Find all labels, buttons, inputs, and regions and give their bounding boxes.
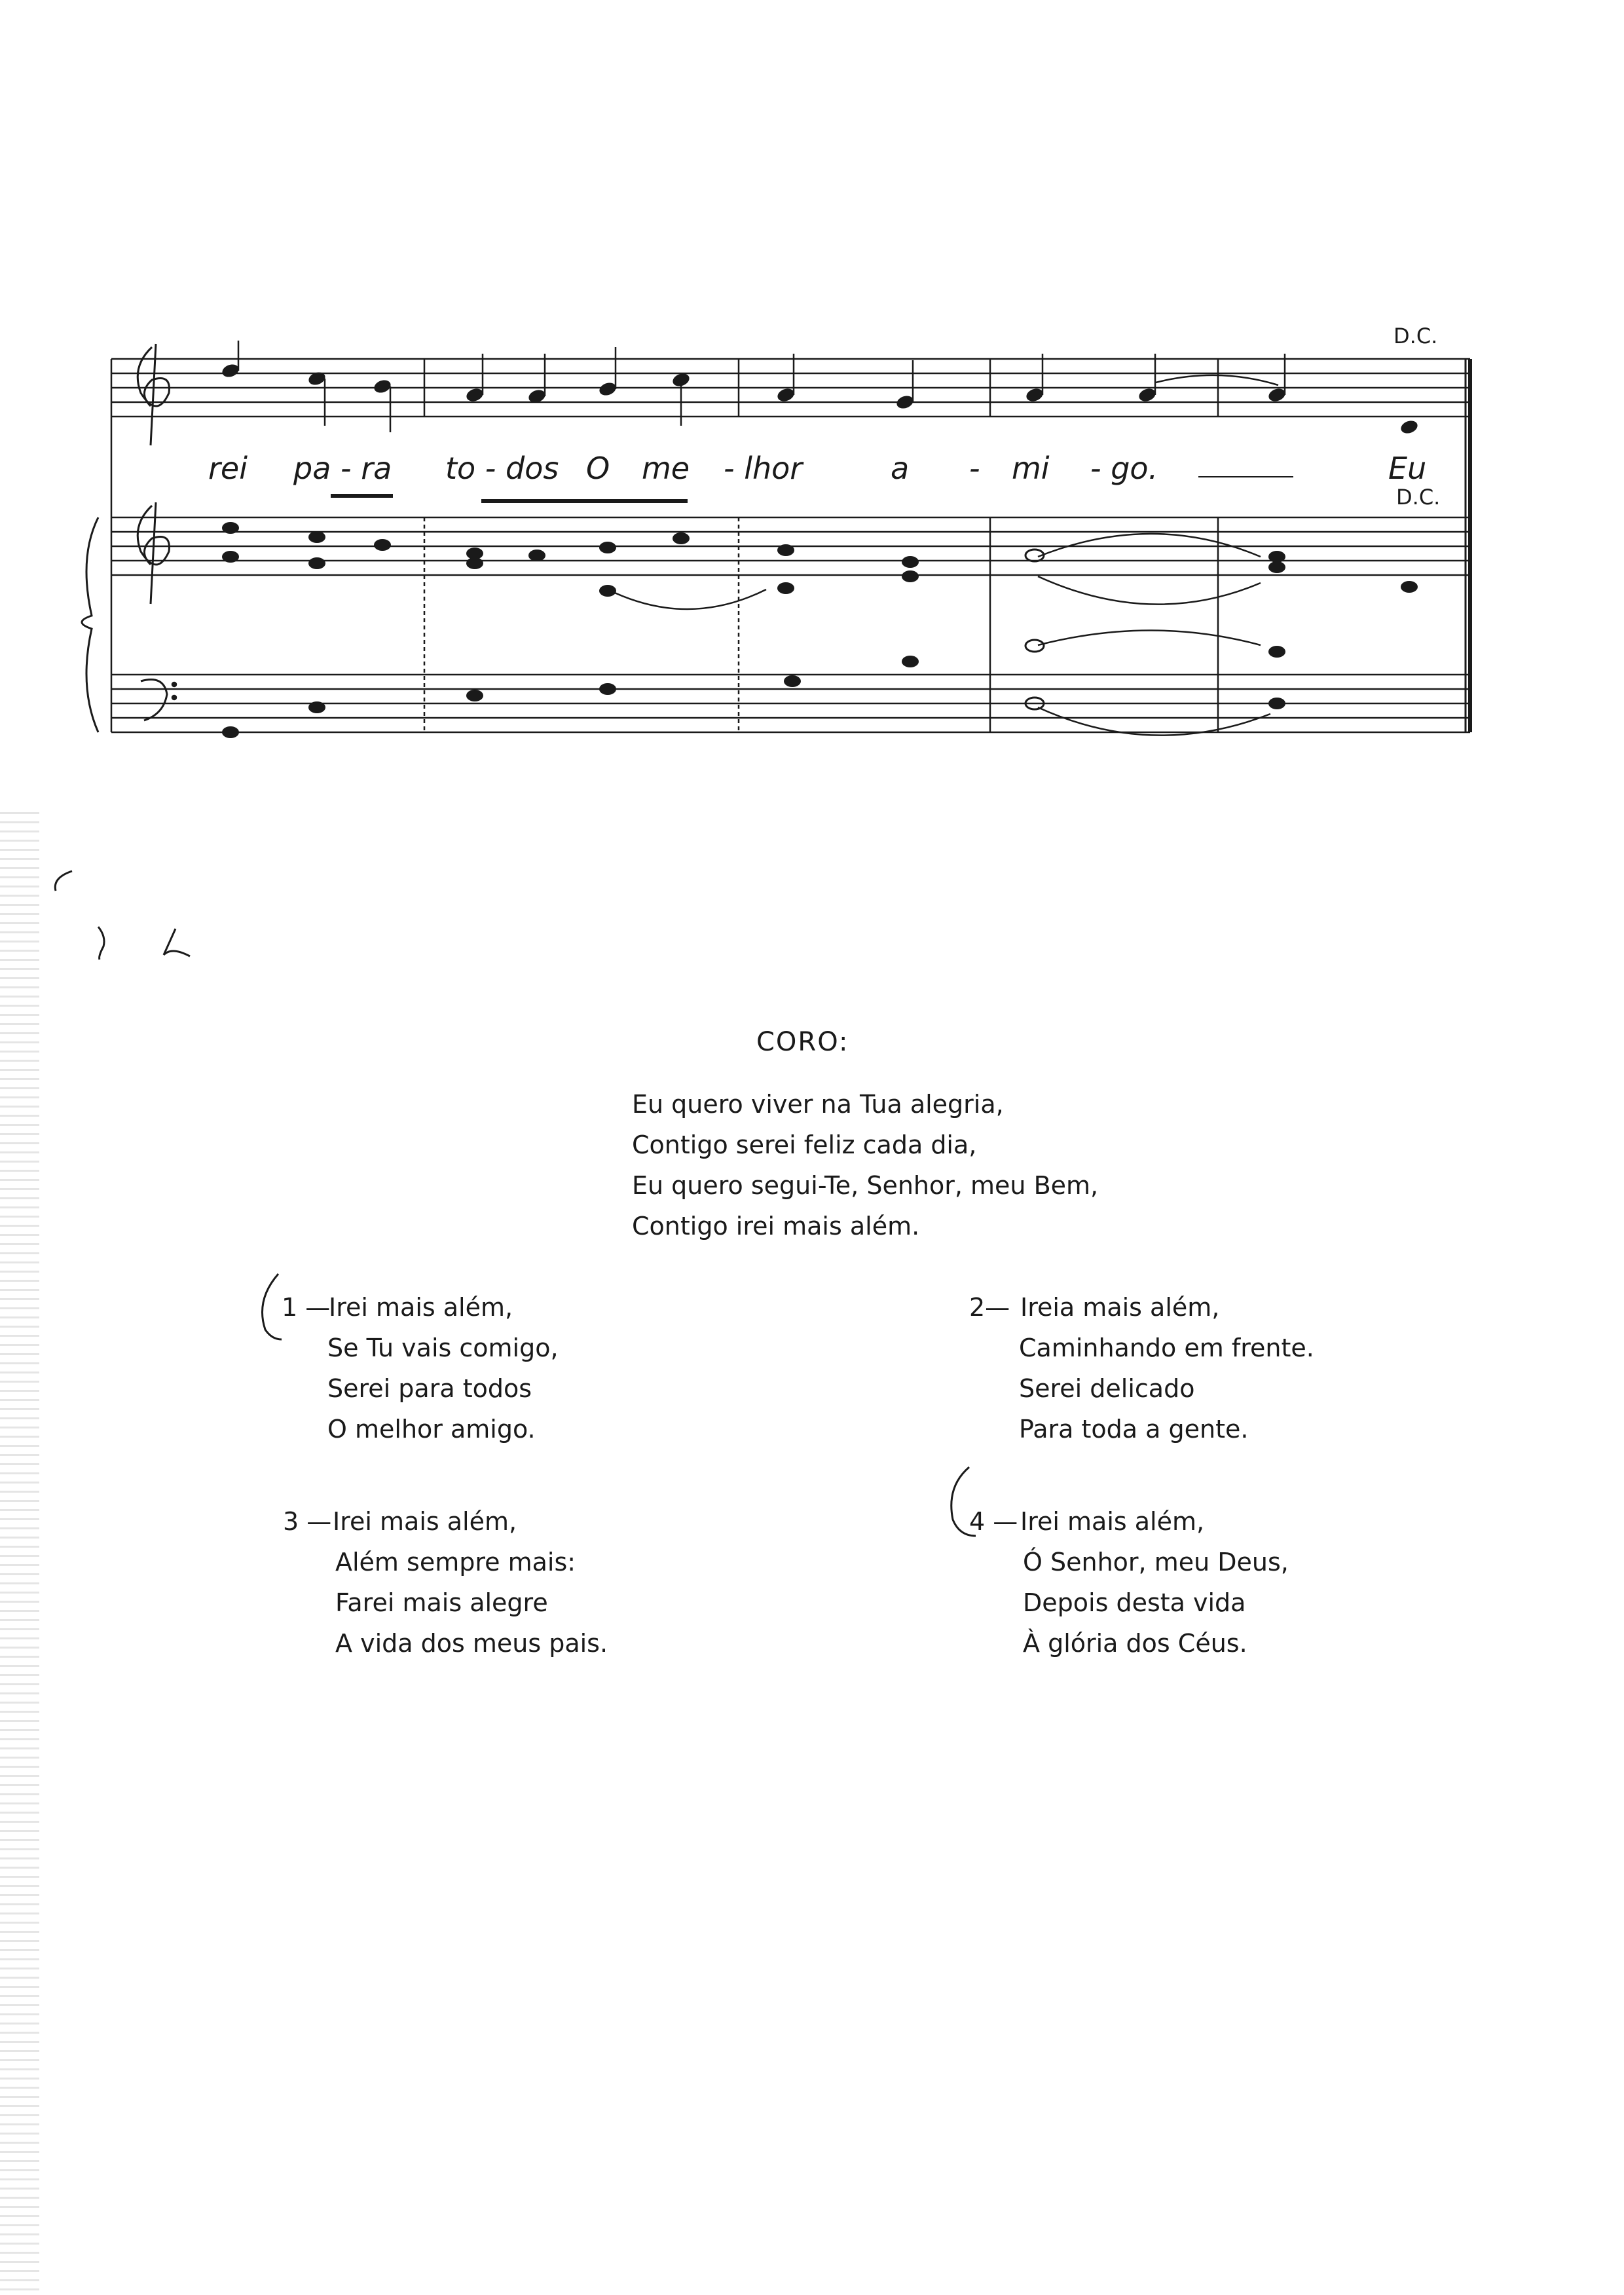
lyric-syllable: mi xyxy=(1012,451,1050,486)
stanza-line: À glória dos Céus. xyxy=(1023,1629,1247,1658)
stanza-line: Para toda a gente. xyxy=(1019,1415,1249,1444)
stanza-line: Irei mais além, xyxy=(329,1293,513,1322)
lyric-syllable: - lhor xyxy=(724,451,803,486)
stanza-line: Se Tu vais comigo, xyxy=(327,1334,559,1362)
stanza-line: Irei mais além, xyxy=(1020,1507,1205,1536)
stanza-line: Ó Senhor, meu Deus, xyxy=(1023,1548,1289,1577)
lyric-syllable: Eu xyxy=(1388,451,1427,486)
lyric-syllable: to - dos xyxy=(445,451,559,486)
stanza-line: A vida dos meus pais. xyxy=(335,1629,608,1658)
stanza-number: 4 — xyxy=(969,1507,1018,1536)
lyric-syllable: rei xyxy=(208,451,248,486)
dc-label-top: D.C. xyxy=(1393,324,1438,348)
stanza-number: 3 — xyxy=(283,1507,332,1536)
chorus-title: CORO: xyxy=(756,1027,849,1057)
stanza-line: Além sempre mais: xyxy=(335,1548,576,1577)
scan-edge-shadow xyxy=(0,812,39,2295)
lyric-syllable: - go. xyxy=(1090,451,1158,486)
stanza-line: Serei para todos xyxy=(327,1374,532,1403)
music-score xyxy=(0,0,1624,786)
chorus-line: Contigo serei feliz cada dia, xyxy=(632,1130,977,1159)
chorus-line: Contigo irei mais além. xyxy=(632,1212,920,1241)
lyric-syllable: O xyxy=(586,451,610,486)
lyric-syllable: - xyxy=(969,451,980,486)
stanza-number: 1 — xyxy=(282,1293,331,1322)
chorus-lines xyxy=(632,1084,1098,1246)
stanza-line: Caminhando em frente. xyxy=(1019,1334,1314,1362)
chorus-line: Eu quero segui-Te, Senhor, meu Bem, xyxy=(632,1171,1099,1200)
stanza-line: Depois desta vida xyxy=(1023,1588,1246,1617)
stanza-line: Farei mais alegre xyxy=(335,1588,548,1617)
stanza-line: O melhor amigo. xyxy=(327,1415,536,1444)
dc-label-bottom: D.C. xyxy=(1396,485,1441,510)
stanza-line: Ireia mais além, xyxy=(1020,1293,1220,1322)
noteheads xyxy=(221,362,1420,738)
stanza-line: Irei mais além, xyxy=(333,1507,517,1536)
stanza-line: Serei delicado xyxy=(1019,1374,1195,1403)
chorus-line: Eu quero viver na Tua alegria, xyxy=(632,1090,1004,1119)
lyric-syllable: a xyxy=(891,451,910,486)
lyric-syllable: me xyxy=(642,451,690,486)
lyric-syllable: pa - ra xyxy=(293,451,392,486)
stanza-number: 2— xyxy=(969,1293,1010,1322)
vocal-staff xyxy=(111,359,1470,417)
